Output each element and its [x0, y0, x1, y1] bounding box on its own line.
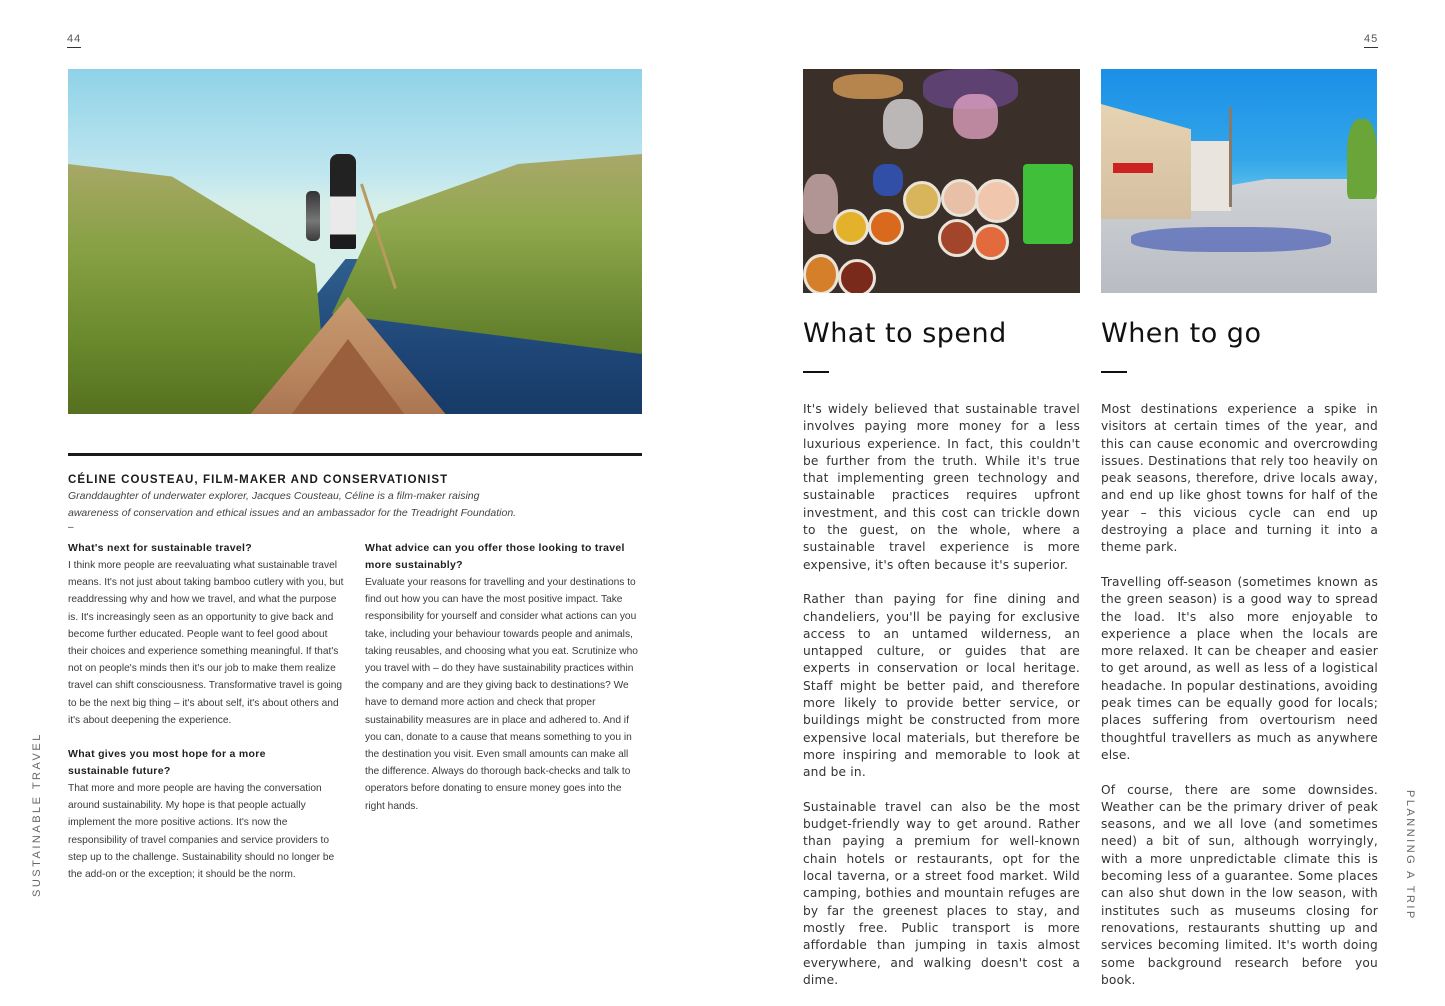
photo-building-2 — [1191, 141, 1231, 211]
paragraph: Rather than paying for fine dining and chandeliers, you'll be paying for exclusive access to an untamed wilderness, an untapped culture, or guides that are experts in conservation or local heritage. Staff might be better paid, and therefore more likely to provide better service, or buildings might be constructed from more expensive local materials, but therefore be more inspiring and memorable to look at and be in. — [803, 592, 1080, 780]
photo-bowl — [973, 224, 1009, 260]
photo-utility-pole — [1229, 107, 1232, 207]
photo-tree — [1347, 119, 1377, 199]
interview-bio — [68, 488, 648, 522]
photo-figure-back — [306, 191, 320, 241]
canoe-reeds-photo — [68, 69, 642, 414]
paragraph: Of course, there are some downsides. Weather can be the primary driver of peak seasons, and we all love (and sometimes need) a bit of sun, although worryingly, with a more unpredictable climate this is becoming less of a guarantee. Some places can also shut down in the low season, with institutes such as museums closing for renovations, restaurants shutting up and services becoming limited. It's worth doing some background research before you book. — [1101, 782, 1378, 987]
photo-green-table — [1023, 164, 1073, 244]
quiet-street-photo — [1101, 69, 1377, 293]
photo-tray — [833, 74, 903, 99]
photo-bowl — [803, 254, 839, 293]
photo-bowl — [838, 259, 876, 293]
interview-author: CÉLINE COUSTEAU, FILM-MAKER AND CONSERVATIONIST — [68, 474, 449, 486]
section-body-when-to-go — [1101, 401, 1378, 1006]
photo-bowl — [938, 219, 976, 257]
interview-column-left — [68, 540, 346, 883]
photo-person-blue — [873, 164, 903, 196]
paragraph: Travelling off-season (sometimes known as the green season) is a good way to spread the load. It's also more enjoyable to experience a place when the locals are more relaxed. It can be cheaper and easier to get around, as well as less of a logistical headache. In popular destinations, avoiding peak times can be equally good for locals; places suffering from overtourism need thoughtful travellers as much as anywhere else. — [1101, 574, 1378, 762]
page-number-right: 45 — [1364, 33, 1378, 48]
bio-line-1: Granddaughter of underwater explorer, Jacques Cousteau, Céline is a film-maker raising — [68, 490, 480, 502]
photo-bowl — [833, 209, 869, 245]
bio-line-2: awareness of conservation and ethical issues and an ambassador for the Treadright Foundation. — [68, 507, 517, 519]
interview-column-right — [365, 540, 640, 815]
photo-bowl — [868, 209, 904, 245]
question-1: What's next for sustainable travel? — [68, 542, 252, 554]
photo-walker-2 — [953, 94, 998, 139]
question-2: What gives you most hope for a more sustainable future? — [68, 748, 266, 778]
answer-2: That more and more people are having the conversation around sustainability. My hope is that people actually implement the more positive actions. It's now the responsibility of travel companies and service providers to step up to the challenge. Sustainability should no longer be the add-on or the exception; it should be the norm. — [68, 783, 335, 881]
heading-what-to-spend: What to spend — [803, 318, 1007, 349]
paragraph: It's widely believed that sustainable travel involves paying more money for a less luxurious experience. In fact, this couldn't be further from the truth. While it's true that implementing green technology and sustainable practices requires upfront investment, and this cost can trickle down to the guest, on the whole, where a sustainable travel experience is more expensive, it's often because it's superior. — [803, 402, 1080, 572]
section-body-what-to-spend — [803, 401, 1080, 1006]
photo-tree-shadow — [1131, 227, 1331, 252]
street-food-market-photo — [803, 69, 1080, 293]
photo-figure-poler — [330, 154, 356, 249]
answer-1: I think more people are reevaluating what sustainable travel means. It's not just about taking bamboo cutlery with you, but readdressing why and how we travel, and what the purpose is. It's increasingly seen as an opportunity to give back and become further educated. People want to feel good about their choices and experience something meaningful. If that's not on people's minds then it's our job to make them realize travel can shift consciousness. Transformative travel is going to be the next big thing – it's about self, it's about others and it's about deepening the experience. — [68, 560, 344, 726]
heading-rule-when — [1101, 371, 1127, 373]
photo-awning — [1113, 163, 1153, 173]
page-number-left: 44 — [67, 33, 81, 48]
photo-bowl — [975, 179, 1019, 223]
photo-walker — [883, 99, 923, 149]
question-3: What advice can you offer those looking to travel more sustainably? — [365, 542, 625, 571]
answer-3: Evaluate your reasons for travelling and your destinations to find out how you can have the most positive impact. Take responsibility for yourself and consider what actions can you take, including your behaviour towards people and animals, taking reusables, and choosing what you eat. Scrutinize who you travel with – do they have sustainability practices within the company and are they giving back to destinations? We have to demand more action and check that proper sustainability measures are in place and adhered to. And if you can, donate to a cause that means something to you in the destination you visit. Even small amounts can make all the difference. Always do thorough back-checks and talk to operators before donating to ensure money goes into the right hands. — [365, 577, 638, 812]
heading-when-to-go: When to go — [1101, 318, 1262, 349]
paragraph: Most destinations experience a spike in visitors at certain times of the year, and this can cause economic and overcrowding issues. Destinations that rely too heavily on peak seasons, therefore, drive locals away, and end up like ghost towns for half of the year – this vicious cycle can end up destroying a place and turning it into a theme park. — [1101, 402, 1378, 555]
photo-bowl — [941, 179, 979, 217]
photo-bowl — [903, 181, 941, 219]
running-side-label-right: PLANNING A TRIP — [1404, 790, 1416, 921]
paragraph: Sustainable travel can also be the most budget-friendly way to get around. Rather than paying a premium for well-known chain hotels or restaurants, opt for the local taverna, or a street food market. Wild camping, bothies and mountain refuges are by far the greenest places to stay, and mostly free. Public transport is more affordable than jumping in taxis almost everywhere, and walking doesn't cost a dime. — [803, 799, 1080, 987]
interview-top-rule — [68, 453, 642, 456]
heading-rule-spend — [803, 371, 829, 373]
photo-building — [1101, 104, 1191, 219]
bio-separator: – — [68, 522, 74, 533]
running-side-label-left: SUSTAINABLE TRAVEL — [31, 732, 43, 897]
